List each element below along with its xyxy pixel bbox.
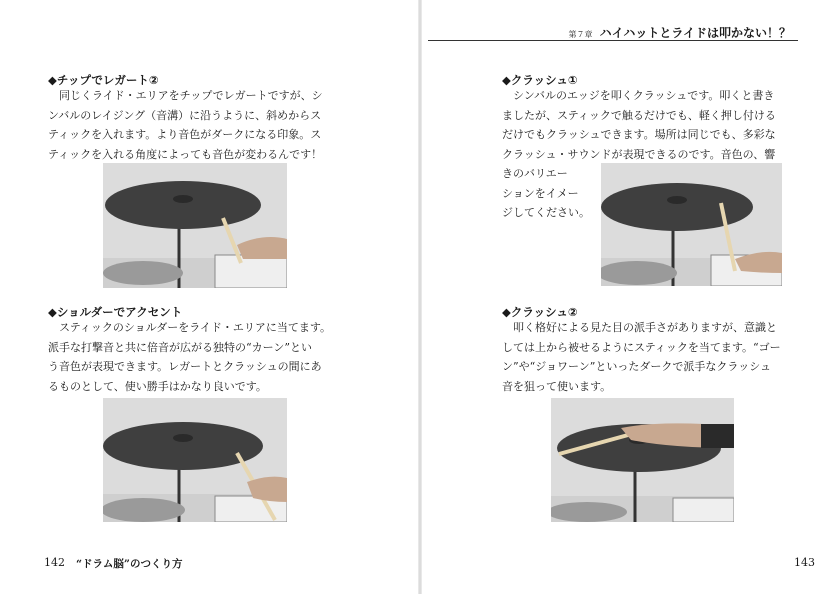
cymbal-photo-crash-2 — [551, 398, 734, 522]
page-number-right: 143 — [794, 556, 815, 569]
section-body-crash-1: シンバルのエッジを叩くクラッシュです。叩くと書き ましたが、スティックで触るだけでも、軽く押し付ける だけでもクラッシュできます。場所は同じでも、多彩な クラッシュ・サウンドが表現できるのです。音色の、響 — [502, 89, 776, 161]
section-title-crash-1: ◆クラッシュ① — [502, 73, 578, 87]
book-title: “ドラム脳”のつくり方 — [76, 558, 183, 570]
section-body-shoulder-accent: スティックのショルダーをライド・エリアに当てます。 派手な打撃音と共に倍音が広がる独特の“カーン”とい う音色が表現できます。レガートとクラッシュの間にあ るものとして、使い勝手はかなり良いです。 — [48, 321, 332, 393]
section-body-tip-legato-2: 同じくライド・エリアをチップでレガートですが、シ ンバルのレイジング（音溝）に沿うように、斜めからス ティックを入れます。より音色がダークになる印象。ス ティックを入れる角度によっても音色が変わるんです！ — [48, 89, 323, 161]
section-title-tip-legato-2: ◆チップでレガート② — [48, 73, 159, 87]
section-title-crash-2: ◆クラッシュ② — [502, 305, 578, 319]
section-body-crash-1-wrap: きのバリエー ションをイメー ジしてください。 — [502, 167, 590, 219]
page-number-left: 142 — [44, 556, 65, 569]
header-rule — [428, 40, 798, 41]
running-header — [569, 22, 792, 41]
chapter-label: 第７章 — [568, 30, 593, 39]
section-body-crash-2: 叩く格好による見た目の派手さがありますが、意識と しては上から被せるようにスティックを当てます。“ゴー ン”や“ジョワーン”といったダークで派手なクラッシュ 音を狙って使います。 — [502, 321, 781, 393]
cymbal-photo-tip-legato — [103, 163, 287, 288]
section-title-shoulder-accent: ◆ショルダーでアクセント — [48, 305, 183, 319]
chapter-title: ハイハットとライドは叩かない！？ — [599, 26, 791, 40]
cymbal-photo-crash-1 — [601, 163, 782, 286]
cymbal-photo-shoulder-accent — [103, 398, 287, 522]
right-page — [420, 0, 839, 594]
